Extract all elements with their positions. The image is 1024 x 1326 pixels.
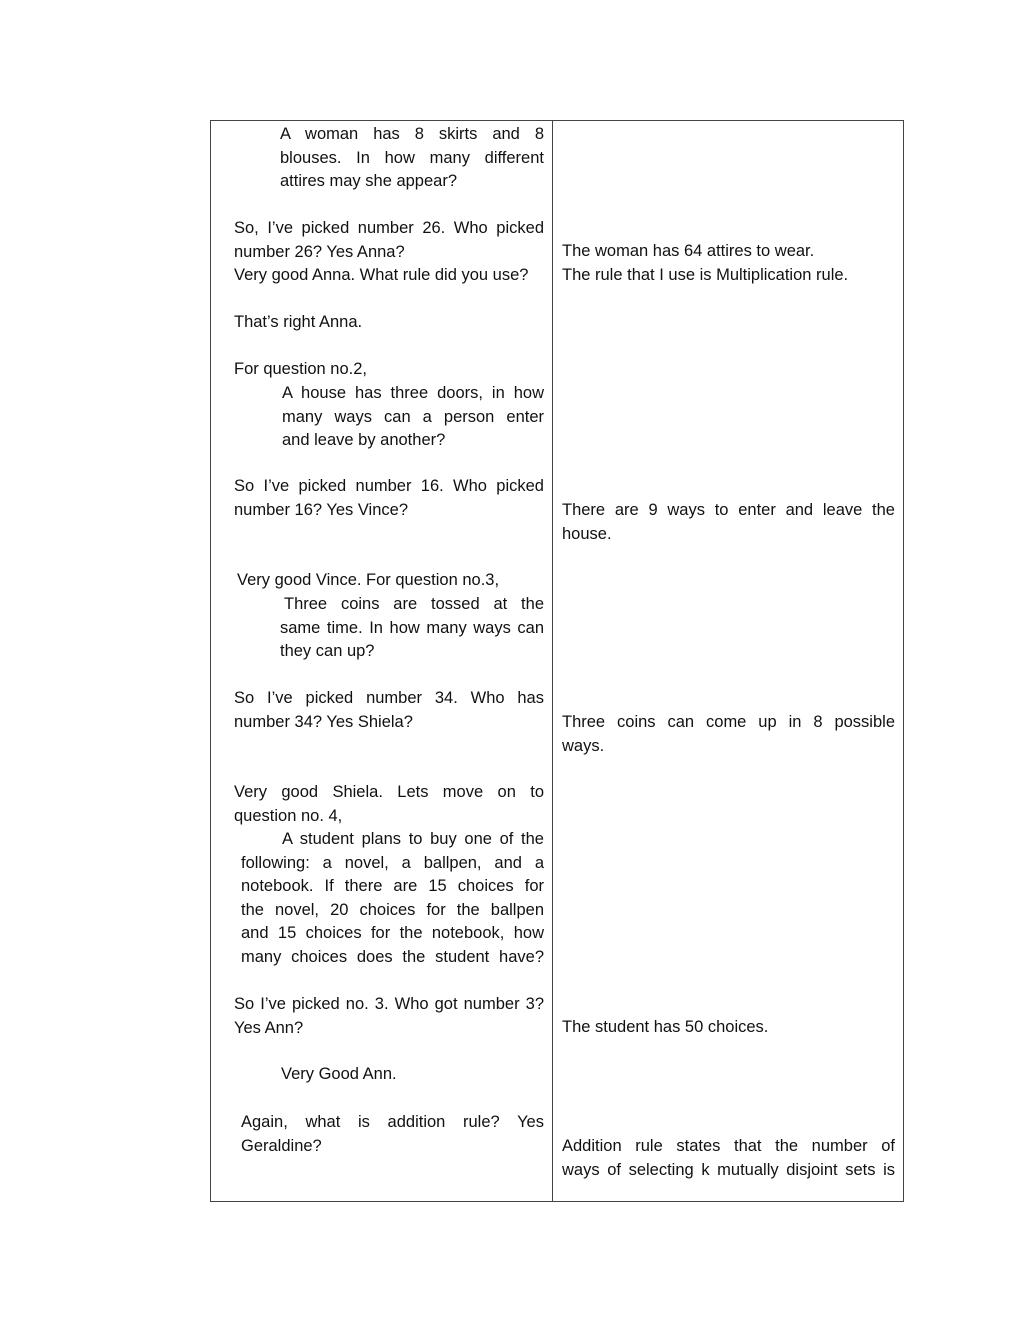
teacher-paragraph-6: So I’ve picked number 34. Who has number 34? Yes Shiela? <box>234 689 544 731</box>
answer-5: Addition rule states that the number of ways of selecting k mutually disjoint sets is <box>562 1137 895 1179</box>
teacher-paragraph-10: Again, what is addition rule? Yes Geraldine? <box>241 1113 544 1155</box>
lesson-table <box>210 120 904 1202</box>
teacher-paragraph-5: Very good Vince. For question no.3, <box>237 571 500 589</box>
teacher-paragraph-3: For question no.2, <box>234 360 367 378</box>
teacher-paragraph-7: Very good Shiela. Lets move on to question no. 4, <box>234 783 544 825</box>
question-2: A house has three doors, in how many ways can a person enter and leave by another? <box>282 384 544 450</box>
column-divider <box>552 121 553 1201</box>
teacher-paragraph-9: Very Good Ann. <box>281 1065 397 1083</box>
answer-4: The student has 50 choices. <box>562 1018 769 1036</box>
teacher-paragraph-2: That’s right Anna. <box>234 313 363 331</box>
teacher-paragraph-4: So I’ve picked number 16. Who picked number 16? Yes Vince? <box>234 477 544 519</box>
teacher-paragraph-8: So I’ve picked no. 3. Who got number 3? Yes Ann? <box>234 995 544 1037</box>
answer-2: There are 9 ways to enter and leave the house. <box>562 501 895 543</box>
answer-1: The woman has 64 attires to wear. The rule that I use is Multiplication rule. <box>562 242 849 284</box>
answer-3: Three coins can come up in 8 possible ways. <box>562 713 895 755</box>
question-1: A woman has 8 skirts and 8 blouses. In how many different attires may she appear? <box>280 125 544 191</box>
teacher-paragraph-1: So, I’ve picked number 26. Who picked number 26? Yes Anna? Very good Anna. What rule did you use? <box>234 219 544 285</box>
question-3: Three coins are tossed at the same time. In how many ways can they can up? <box>280 595 544 661</box>
question-4: A student plans to buy one of the following: a novel, a ballpen, and a notebook. If there are 15 choices for the novel, 20 choices for the ballpen and 15 choices for the notebook, how many choices does the student have? <box>241 830 544 966</box>
